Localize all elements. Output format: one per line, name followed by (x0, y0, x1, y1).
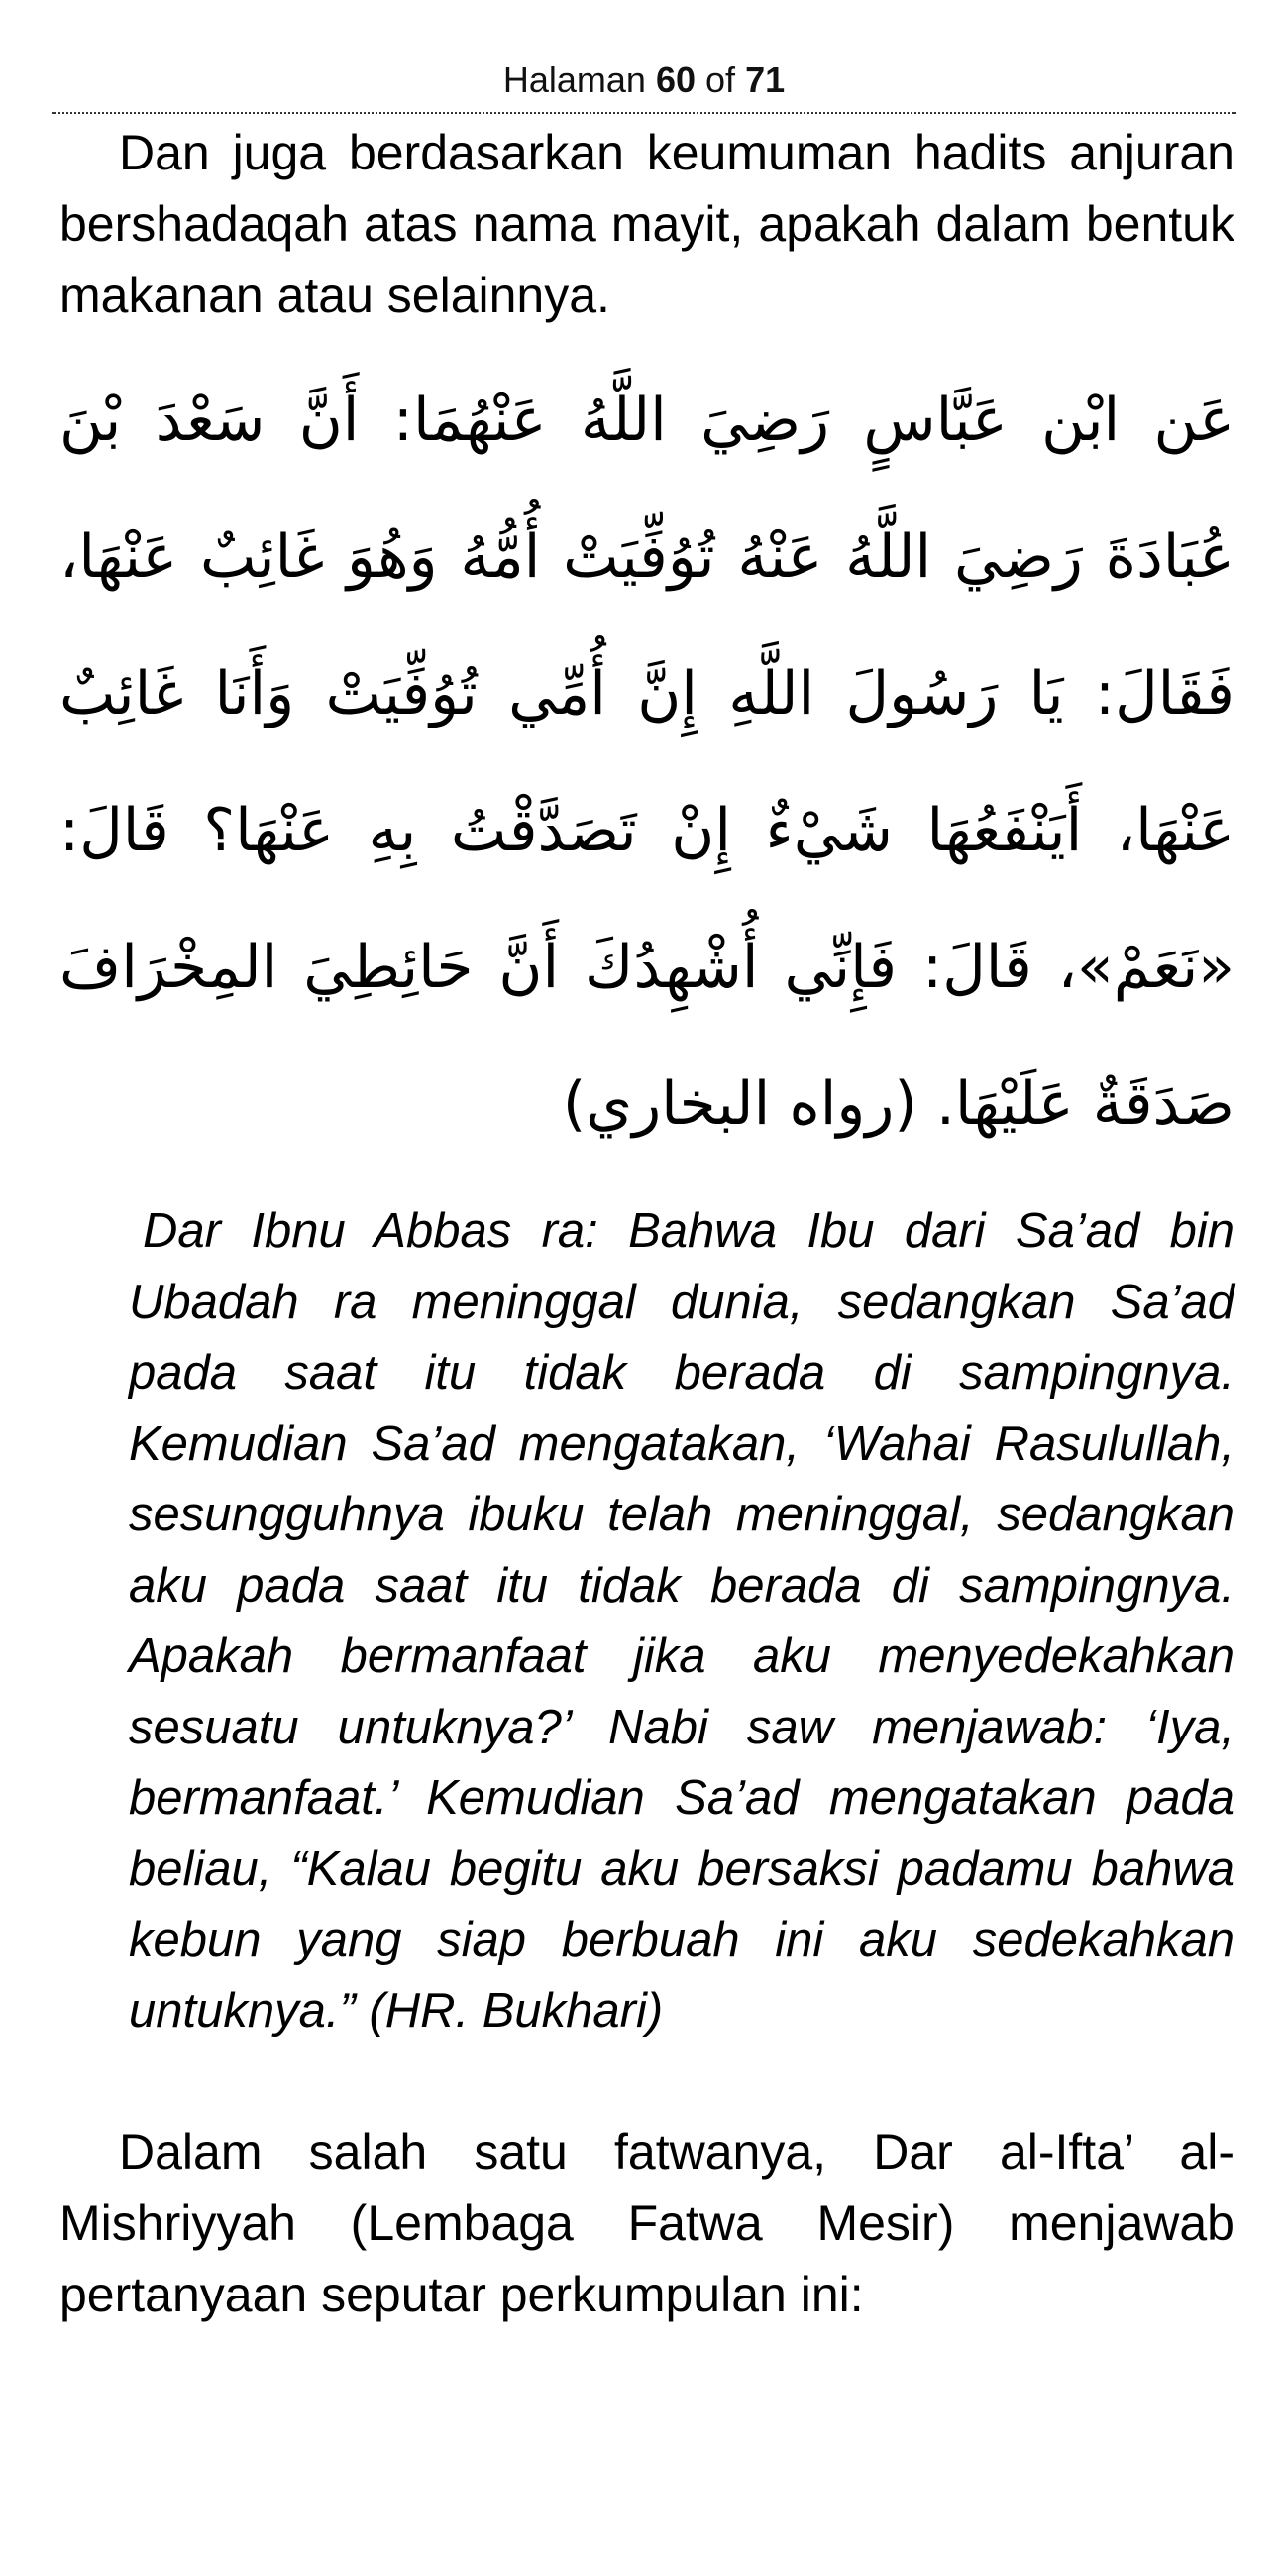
page-header (52, 57, 1236, 103)
header-divider (52, 112, 1236, 114)
page-label: Halaman (502, 59, 646, 100)
intro-paragraph: Dan juga berdasarkan keumuman hadits anjuran bershadaqah atas nama mayit, apakah dalam bentuk makanan atau selainnya. (59, 125, 1234, 323)
arabic-hadith-text: عَن ابْن عَبَّاسٍ رَضِيَ اللَّهُ عَنْهُمَا: أَنَّ سَعْدَ بْنَ عُبَادَةَ رَضِيَ اللَّهُ عَنْهُ تُوُفِّيَتْ أُمُّهُ وَهُوَ غَائِبٌ عَنْهَا، فَقَالَ: يَا رَسُولَ اللَّهِ إِنَّ أُمِّي تُوُفِّيَتْ وَأَنَا غَائِبٌ عَنْهَا، أَيَنْفَعُهَا شَيْءٌ إِنْ تَصَدَّقْتُ بِهِ عَنْهَا؟ قَالَ: «نَعَمْ»، قَالَ: فَإِنِّي أُشْهِدُكَ أَنَّ حَائِطِيَ المِخْرَافَ صَدَقَةٌ عَلَيْهَا. (رواه البخاري) (59, 386, 1234, 1139)
closing-paragraph: Dalam salah satu fatwanya, Dar al-Ifta’ al-Mishriyyah (Lembaga Fatwa Mesir) menjawab pertanyaan seputar perkumpulan ini: (59, 2124, 1234, 2322)
total-pages-number: 71 (745, 59, 786, 100)
hadith-translation: Dar Ibnu Abbas ra: Bahwa Ibu dari Sa’ad bin Ubadah ra meninggal dunia, sedangkan Sa’ad pada saat itu tidak berada di sampingnya. Kemudian Sa’ad mengatakan, ‘Wahai Rasulullah, sesungguhnya ibuku telah meninggal, sedangkan aku pada saat itu tidak berada di sampingnya. Apakah bermanfaat jika aku menyedekahkan sesuatu untuknya?’ Nabi saw menjawab: ‘Iya, bermanfaat.’ Kemudian Sa’ad mengatakan pada beliau, “Kalau begitu aku bersaksi padamu bahwa kebun yang siap berbuah ini aku sedekahkan untuknya.” (HR. Bukhari) (129, 1204, 1234, 2038)
current-page-number: 60 (655, 59, 697, 100)
page-separator: of (705, 59, 736, 100)
